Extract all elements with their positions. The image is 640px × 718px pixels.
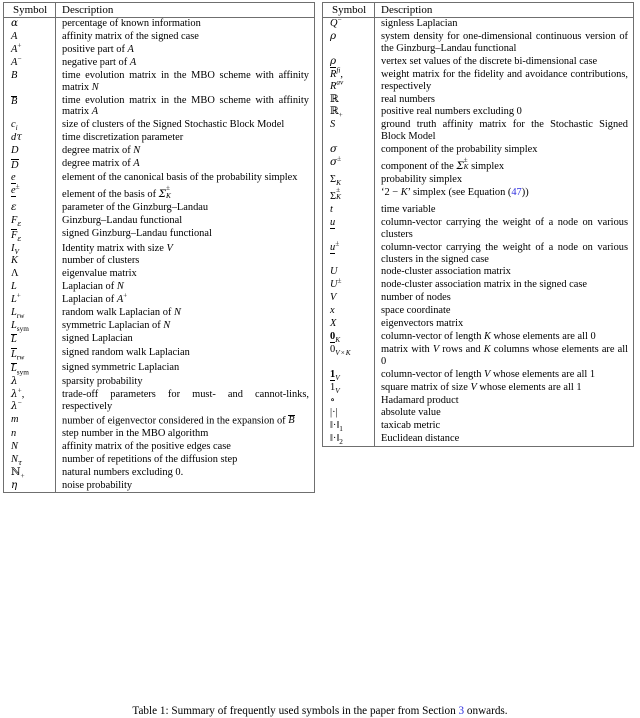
table-row <box>4 428 315 441</box>
table-row <box>323 68 634 93</box>
row-symbol: $N_\tau$ <box>4 454 56 467</box>
table-row <box>323 106 634 119</box>
row-symbol: D <box>4 145 56 158</box>
table-row <box>4 202 315 215</box>
row-description: eigenvectors matrix <box>381 318 464 330</box>
row-description: affinity matrix of the positive edges case <box>62 441 231 453</box>
row-description: time variable <box>381 203 436 215</box>
row-symbol: L <box>4 281 56 294</box>
row-symbol: $F_\varepsilon$ <box>4 215 56 228</box>
row-symbol: $L_{rw}$ <box>4 347 56 361</box>
header-description-left: Description <box>56 3 315 18</box>
row-description: ‘2 − K’ simplex (see Equation (47)) <box>381 186 529 198</box>
table-row <box>323 17 634 30</box>
glossary-table-right <box>322 2 634 447</box>
row-symbol: $L_{sym}$ <box>4 320 56 333</box>
row-description: affinity matrix of the signed case <box>62 31 199 42</box>
row-description: positive part of A <box>62 43 134 55</box>
table-row <box>323 203 634 216</box>
row-description: number of repetitions of the diffusion step <box>62 454 238 466</box>
table-row <box>323 368 634 381</box>
row-symbol: η <box>4 479 56 492</box>
row-description: column-vector carrying the weight of a node on various clusters <box>381 216 628 240</box>
row-description: ground truth affinity matrix for the Stochastic Signed Block Model <box>381 119 628 143</box>
row-symbol: |·| <box>323 407 375 420</box>
row-description: signless Laplacian <box>381 18 458 30</box>
row-symbol: ℝ <box>323 93 375 106</box>
row-symbol: u± <box>323 241 375 266</box>
row-symbol: e± <box>4 185 56 202</box>
row-description: square matrix of size V whose elements are all 1 <box>381 381 582 393</box>
table-row <box>323 330 634 343</box>
row-symbol: $1_V$ <box>323 368 375 381</box>
table-row <box>4 17 315 30</box>
table-row <box>323 174 634 187</box>
table-row <box>4 332 315 346</box>
row-description: component of the Σ ± K simplex <box>381 156 505 173</box>
row-description: space coordinate <box>381 305 451 317</box>
table-header-row <box>323 3 634 18</box>
row-description: signed symmetric Laplacian <box>62 361 180 373</box>
row-symbol: u <box>323 216 375 241</box>
row-symbol: $I_V$ <box>4 242 56 255</box>
row-symbol: D <box>4 158 56 172</box>
row-description: node-cluster association matrix in the signed case <box>381 279 588 291</box>
row-description: column-vector of length V whose elements are all 1 <box>381 368 596 380</box>
table-row <box>4 454 315 467</box>
row-symbol: L <box>4 332 56 346</box>
table-row <box>4 320 315 333</box>
table-row <box>4 94 315 119</box>
table-row <box>4 228 315 242</box>
table-row <box>323 186 634 203</box>
row-symbol: λ <box>4 376 56 389</box>
row-description: eigenvalue matrix <box>62 268 137 280</box>
table-row <box>323 407 634 420</box>
row-description: Laplacian of N <box>62 281 124 293</box>
row-symbol: ρ <box>323 31 375 56</box>
table-row <box>4 413 315 427</box>
row-symbol: A <box>4 31 56 44</box>
row-description: step number in the MBO algorithm <box>62 428 209 440</box>
row-description: degree matrix of A <box>62 158 140 170</box>
table-row <box>323 279 634 292</box>
row-description: time evolution matrix in the MBO scheme with affinity matrix A <box>62 94 309 118</box>
row-symbol: U± <box>323 279 375 292</box>
table-row <box>323 31 634 56</box>
table-row <box>323 241 634 266</box>
row-symbol: ℝ$_+$ <box>323 106 375 119</box>
row-symbol: $\Sigma_K$ <box>323 174 375 187</box>
row-symbol: X <box>323 318 375 331</box>
row-description: probability simplex <box>381 174 463 186</box>
row-symbol: $F_\varepsilon$ <box>4 228 56 242</box>
row-description: natural numbers excluding 0. <box>62 466 184 478</box>
table-row <box>323 318 634 331</box>
table-row <box>4 307 315 320</box>
row-symbol: ℕ$_+$ <box>4 466 56 479</box>
row-description: noise probability <box>62 479 133 491</box>
table-row <box>4 43 315 56</box>
header-description-right: Description <box>375 3 634 18</box>
table-row <box>323 381 634 394</box>
row-symbol: m <box>4 413 56 427</box>
row-symbol: N <box>4 441 56 454</box>
row-symbol: L+ <box>4 294 56 307</box>
row-symbol: λ+, λ− <box>4 389 56 414</box>
row-symbol: $R^{fi}$, $R^{av}$ <box>323 68 375 93</box>
table-row <box>4 361 315 375</box>
table-row <box>323 119 634 144</box>
table-row <box>4 69 315 94</box>
table-row <box>323 266 634 279</box>
row-symbol: x <box>323 305 375 318</box>
row-symbol: A+ <box>4 43 56 56</box>
row-symbol: t <box>323 203 375 216</box>
table-row <box>323 157 634 174</box>
table-row <box>323 394 634 407</box>
table-row <box>4 119 315 132</box>
row-description: time discretization parameter <box>62 132 184 144</box>
row-symbol: $‖\cdot‖_1$ <box>323 420 375 433</box>
table-row <box>323 144 634 157</box>
row-symbol: ρ <box>323 55 375 68</box>
table-row <box>323 292 634 305</box>
row-description: symmetric Laplacian of N <box>62 320 171 331</box>
row-description: number of clusters <box>62 255 140 267</box>
row-description: size of clusters of the Signed Stochastic Block Model <box>62 119 285 131</box>
row-symbol: A− <box>4 56 56 69</box>
row-description: column-vector of length K whose elements are all 0 <box>381 330 596 342</box>
row-description: Hadamard product <box>381 394 459 406</box>
header-symbol-left: Symbol <box>4 3 56 18</box>
row-symbol: S <box>323 119 375 144</box>
table-row <box>323 343 634 368</box>
row-description: time evolution matrix in the MBO scheme with affinity matrix N <box>62 69 309 93</box>
row-symbol: K <box>4 255 56 268</box>
table-row <box>323 55 634 68</box>
table-row <box>323 216 634 241</box>
row-description: weight matrix for the fidelity and avoidance contributions, respectively <box>381 68 628 92</box>
caption-text-after: onwards. <box>464 704 508 717</box>
row-description: element of the canonical basis of the probability simplex <box>62 172 298 184</box>
table-row <box>4 294 315 307</box>
row-symbol: e <box>4 172 56 185</box>
row-symbol: n <box>4 428 56 441</box>
row-description: parameter of the Ginzburg–Landau <box>62 202 209 214</box>
table-row <box>4 56 315 69</box>
table-row <box>4 441 315 454</box>
row-symbol: Λ <box>4 268 56 281</box>
table-row <box>4 389 315 414</box>
table-caption <box>0 705 640 718</box>
row-symbol: σ <box>323 144 375 157</box>
row-description: node-cluster association matrix <box>381 266 511 278</box>
row-description: Identity matrix with size V <box>62 242 173 254</box>
row-description: number of nodes <box>381 292 451 304</box>
table-row <box>4 145 315 158</box>
table-row <box>4 268 315 281</box>
row-symbol: $0_{V \times K}$ <box>323 343 375 368</box>
row-symbol: $L_{sym}$ <box>4 361 56 375</box>
table-row <box>4 132 315 145</box>
glossary-body-left <box>4 17 315 493</box>
table-row <box>323 305 634 318</box>
row-description: positive real numbers excluding 0 <box>381 106 522 118</box>
row-description: matrix with V rows and K columns whose elements are all 0 <box>381 343 628 367</box>
row-symbol: σ± <box>323 157 375 174</box>
row-symbol: ∘ <box>323 394 375 407</box>
table-row <box>4 242 315 255</box>
table-row <box>4 376 315 389</box>
row-description: random walk Laplacian of N <box>62 307 181 319</box>
row-description: degree matrix of N <box>62 145 141 157</box>
table-row <box>323 420 634 433</box>
table-row <box>4 172 315 185</box>
row-description: trade-off parameters for must- and cannot-links, respectively <box>62 389 309 412</box>
table-row <box>4 466 315 479</box>
glossary-body-right <box>323 17 634 446</box>
row-symbol: B <box>4 69 56 94</box>
row-description: Euclidean distance <box>381 433 460 445</box>
table-row <box>4 215 315 228</box>
row-description: system density for one-dimensional continuous version of the Ginzburg–Landau functional <box>381 31 628 54</box>
row-symbol: Q− <box>323 17 375 30</box>
row-description: real numbers <box>381 93 435 105</box>
table-row <box>323 93 634 106</box>
section-link[interactable]: 3 <box>458 704 465 717</box>
table-row <box>4 255 315 268</box>
header-symbol-right: Symbol <box>323 3 375 18</box>
table-row <box>323 433 634 446</box>
caption-text-before: Table 1: Summary of frequently used symbols in the paper from Section <box>132 704 459 717</box>
row-description: Laplacian of A+ <box>62 291 128 306</box>
row-symbol: α <box>4 17 56 30</box>
table-header-row <box>4 3 315 18</box>
row-description: taxicab metric <box>381 420 441 432</box>
table-row <box>4 31 315 44</box>
row-symbol: ε <box>4 202 56 215</box>
row-description: column-vector carrying the weight of a node on various clusters in the signed case <box>381 241 628 265</box>
row-description: signed Laplacian <box>62 332 133 344</box>
row-description: number of eigenvector considered in the expansion of B <box>62 415 295 427</box>
row-symbol: B <box>4 94 56 119</box>
row-description: component of the probability simplex <box>381 144 538 156</box>
table-row <box>4 479 315 492</box>
row-description: percentage of known information <box>62 18 201 30</box>
row-symbol: dτ <box>4 132 56 145</box>
table-row <box>4 347 315 361</box>
row-symbol: U <box>323 266 375 279</box>
row-symbol: $L_{rw}$ <box>4 307 56 320</box>
row-symbol: V <box>323 292 375 305</box>
row-description: element of the basis of Σ ± K <box>62 184 171 201</box>
row-description: vertex set values of the discrete bi-dimensional case <box>381 55 598 67</box>
row-description: Ginzburg–Landau functional <box>62 215 183 227</box>
row-description: signed Ginzburg–Landau functional <box>62 228 212 240</box>
table-row <box>4 281 315 294</box>
row-description: absolute value <box>381 407 441 419</box>
row-symbol: $1_V$ <box>323 381 375 394</box>
row-description: sparsity probability <box>62 376 143 388</box>
row-symbol: $c_i$ <box>4 119 56 132</box>
equation-link[interactable]: 47 <box>511 186 522 198</box>
row-description: signed random walk Laplacian <box>62 347 190 359</box>
table-row <box>4 185 315 202</box>
row-description: negative part of A <box>62 56 137 68</box>
row-symbol: Σ ± K <box>323 186 375 203</box>
row-symbol: $‖\cdot‖_2$ <box>323 433 375 446</box>
glossary-table-left <box>3 2 315 493</box>
row-symbol: $0_K$ <box>323 330 375 343</box>
table-row <box>4 158 315 172</box>
